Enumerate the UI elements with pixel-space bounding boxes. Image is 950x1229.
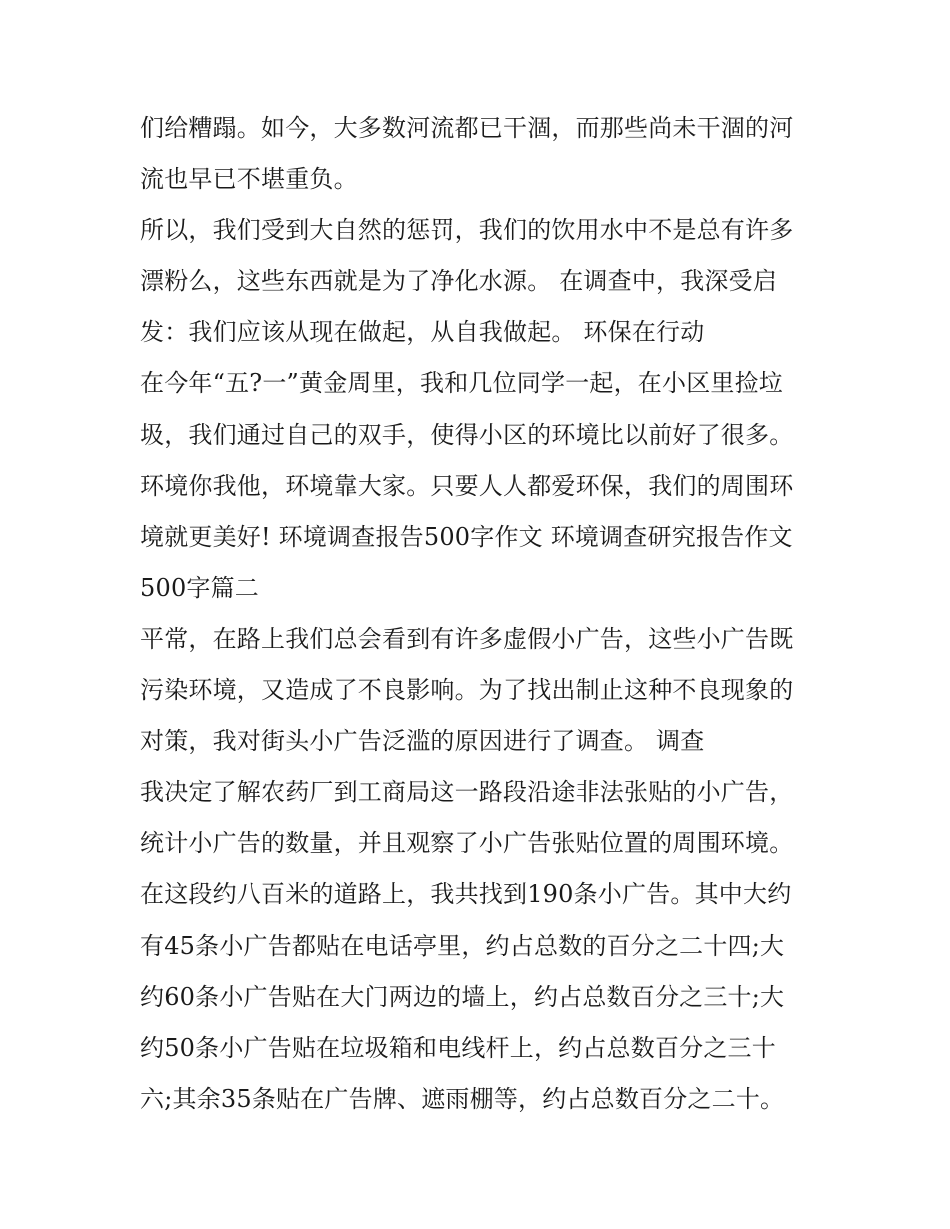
text-line: 流也早已不堪重负。 bbox=[140, 165, 358, 194]
text-line: 约50条小广告贴在垃圾箱和电线杆上，约占总数百分之三十 bbox=[140, 1033, 776, 1062]
text-line: 在今年“五?一”黄金周里，我和几位同学一起，在小区里捡垃 bbox=[140, 369, 784, 398]
text-line: 圾，我们通过自己的双手，使得小区的环境比以前好了很多。 bbox=[140, 420, 794, 449]
text-line: 对策，我对街头小广告泛滥的原因进行了调查。 调查 bbox=[140, 727, 705, 756]
text-line: 500字篇二 bbox=[140, 573, 260, 602]
text-line: 漂粉么，这些东西就是为了净化水源。 在调查中，我深受启 bbox=[140, 267, 778, 296]
text-line: 我决定了解农药厂到工商局这一路段沿途非法张贴的小广告， bbox=[140, 778, 794, 807]
text-line: 污染环境，又造成了不良影响。为了找出制止这种不良现象的 bbox=[140, 676, 794, 705]
text-line: 境就更美好! 环境调查报告500字作文 环境调查研究报告作文 bbox=[140, 522, 793, 551]
text-line: 在这段约八百米的道路上，我共找到190条小广告。其中大约 bbox=[140, 880, 792, 909]
text-line: 平常，在路上我们总会看到有许多虚假小广告，这些小广告既 bbox=[140, 624, 794, 653]
text-line: 们给糟蹋。如今，大多数河流都已干涸，而那些尚未干涸的河 bbox=[140, 114, 794, 142]
text-line: 有45条小广告都贴在电话亭里，约占总数的百分之二十四;大 bbox=[140, 931, 785, 960]
text-line: 约60条小广告贴在大门两边的墙上，约占总数百分之三十;大 bbox=[140, 982, 785, 1011]
text-line: 所以，我们受到大自然的惩罚，我们的饮用水中不是总有许多 bbox=[140, 216, 794, 245]
text-line: 六;其余35条贴在广告牌、遮雨棚等，约占总数百分之二十。 bbox=[140, 1084, 785, 1113]
text-line: 环境你我他，环境靠大家。只要人人都爱环保，我们的周围环 bbox=[140, 471, 794, 500]
text-line: 统计小广告的数量，并且观察了小广告张贴位置的周围环境。 bbox=[140, 829, 794, 858]
body-text bbox=[140, 103, 830, 1125]
text-line: 发：我们应该从现在做起，从自我做起。 环保在行动 bbox=[140, 318, 705, 347]
